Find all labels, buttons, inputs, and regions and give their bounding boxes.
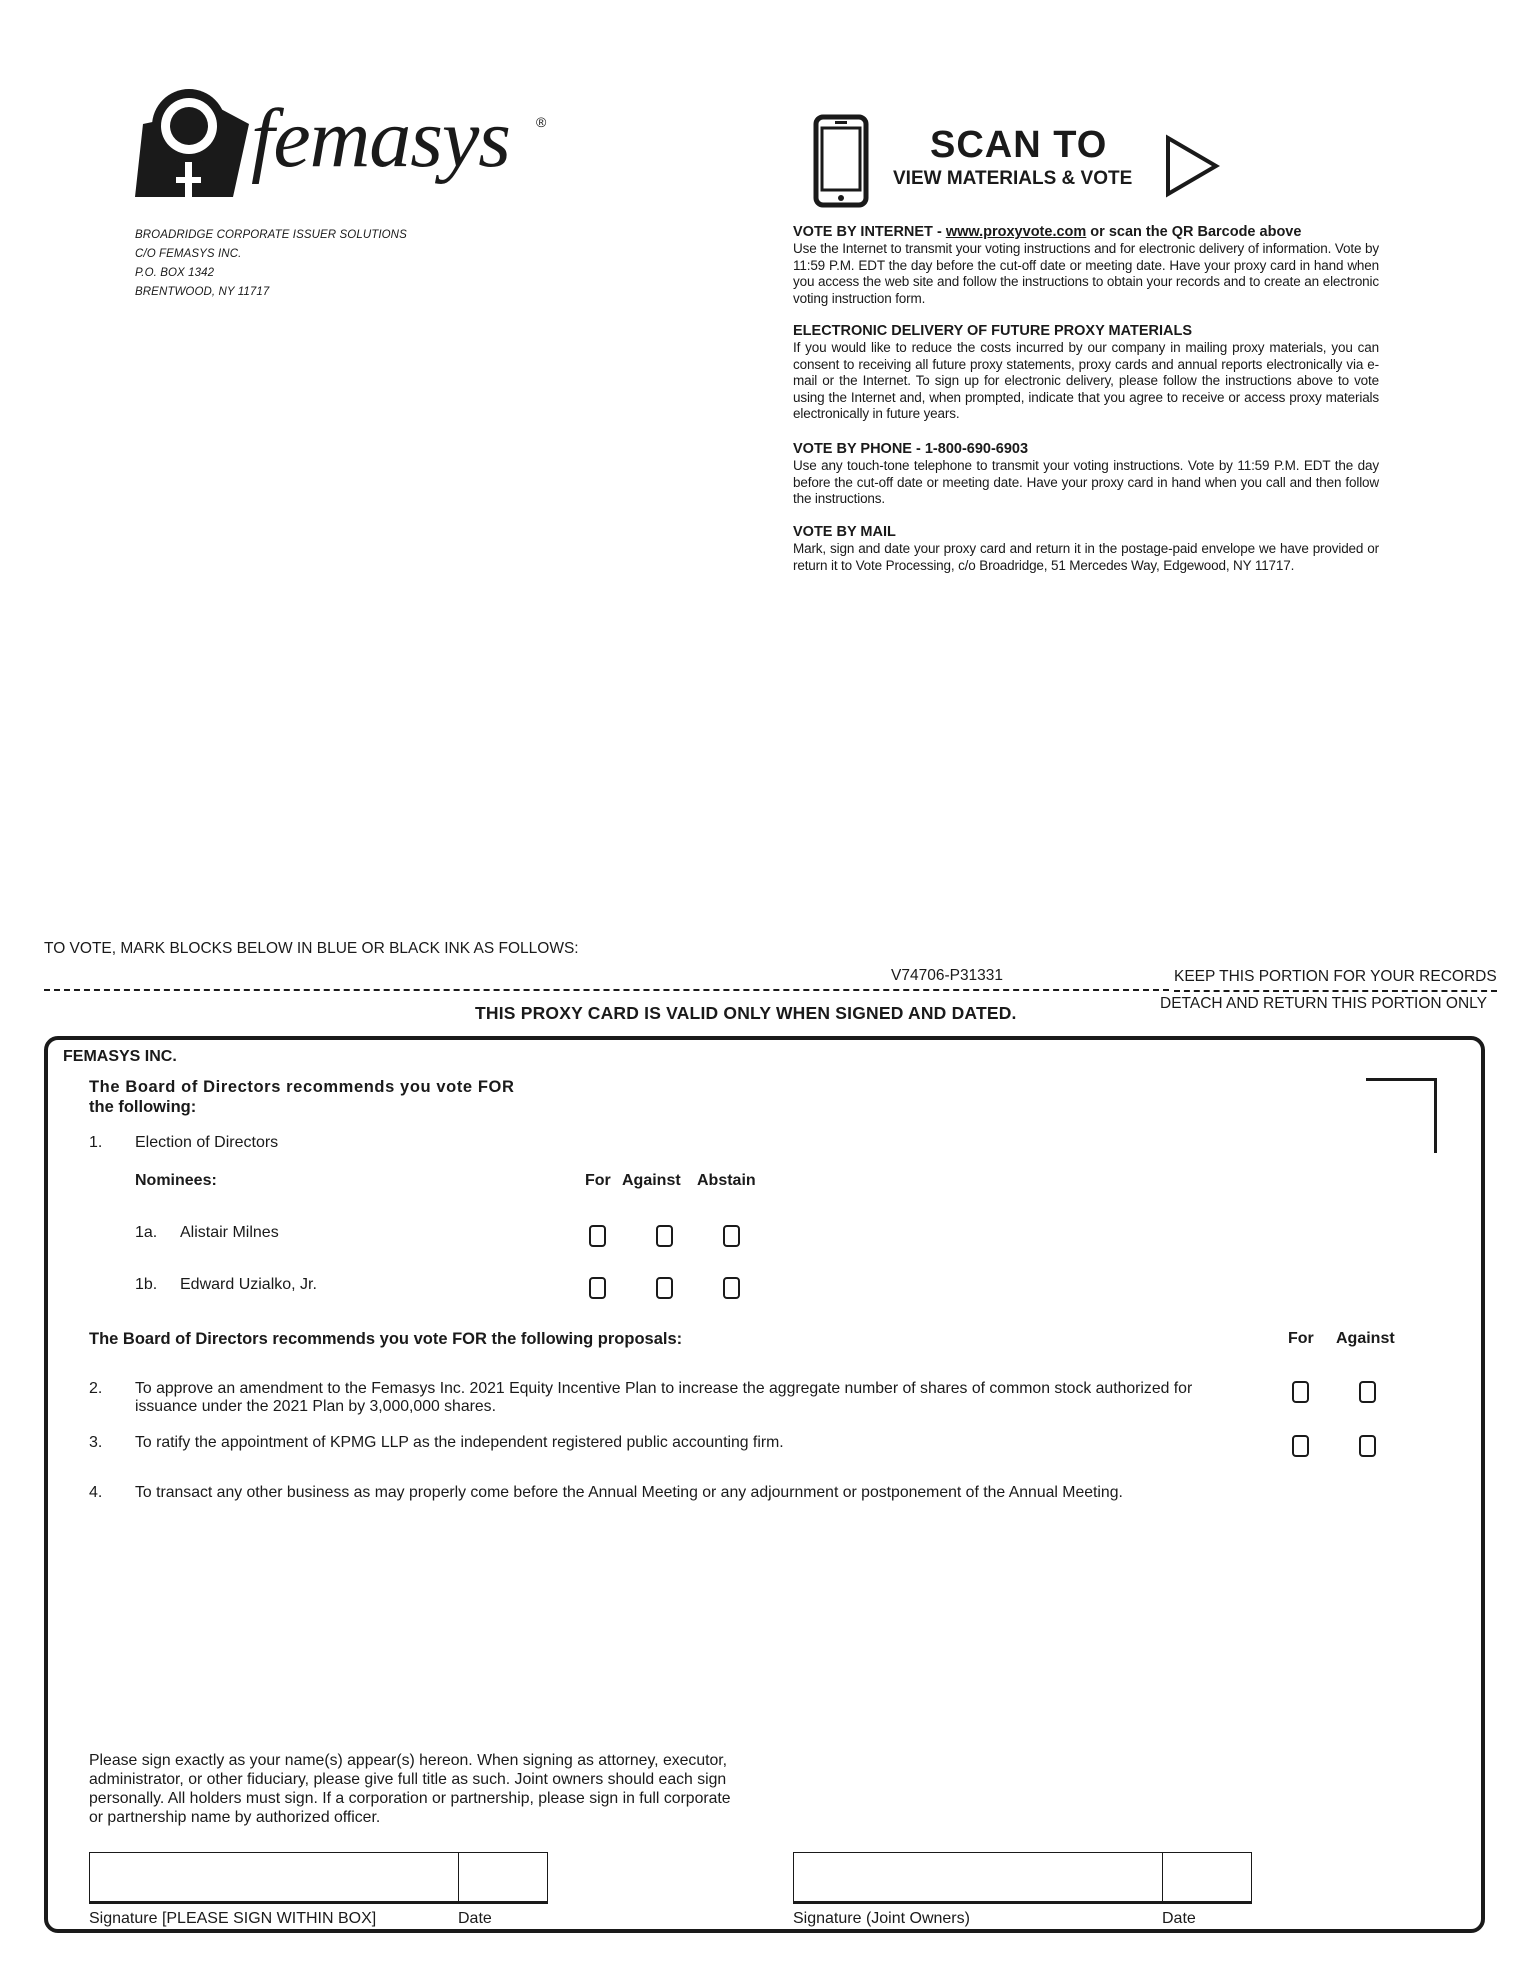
proposal-number: 2. bbox=[89, 1380, 103, 1397]
vote-by-internet-body: Use the Internet to transmit your voting instructions and for electronic delivery of information. Vote by 11:59 P.M. EDT the day before the cut-off date or meeting date. Have your proxy card in hand when you access the web site and follow the instructions to obtain your records and to create an electronic voting instruction form. bbox=[793, 241, 1379, 306]
vote-by-internet-title bbox=[793, 224, 1379, 241]
nominee-1b-abstain-checkbox[interactable] bbox=[723, 1277, 740, 1299]
nominee-number: 1a. bbox=[135, 1224, 158, 1241]
board-recommendation-line2: the following: bbox=[89, 1098, 197, 1116]
signature-label: Signature [PLEASE SIGN WITHIN BOX] bbox=[89, 1910, 377, 1927]
valid-notice: THIS PROXY CARD IS VALID ONLY WHEN SIGNED AND DATED. bbox=[475, 1003, 1017, 1023]
proposal-text: To transact any other business as may properly come before the Annual Meeting or any adjournment or postponement of the Annual Meeting. bbox=[135, 1484, 1123, 1501]
detach-portion-label: DETACH AND RETURN THIS PORTION ONLY bbox=[1160, 995, 1487, 1012]
address-line: BRENTWOOD, NY 11717 bbox=[135, 286, 270, 298]
address-line: P.O. BOX 1342 bbox=[135, 267, 215, 279]
logo-wordmark: femasys bbox=[251, 92, 510, 185]
date-divider bbox=[458, 1853, 459, 1901]
nominee-1a-for-checkbox[interactable] bbox=[589, 1225, 606, 1247]
vote-by-mail-body: Mark, sign and date your proxy card and return it in the postage-paid envelope we have provided or return it to Vote Processing, c/o Broadridge, 51 Mercedes Way, Edgewood, NY 11717. bbox=[793, 541, 1379, 573]
vote-by-phone-body: Use any touch-tone telephone to transmit your voting instructions. Vote by 11:59 P.M. EDT the day before the cut-off date or meeting date. Have your proxy card in hand when you call and then follow the instructions. bbox=[793, 458, 1379, 507]
proposals-recommendation: The Board of Directors recommends you vote FOR the following proposals: bbox=[89, 1330, 683, 1348]
column-for: For bbox=[585, 1172, 611, 1189]
company-name: FEMASYS INC. bbox=[63, 1048, 177, 1065]
nominee-number: 1b. bbox=[135, 1276, 158, 1293]
proposal-3-for-checkbox[interactable] bbox=[1292, 1435, 1309, 1457]
nominee-name: Edward Uzialko, Jr. bbox=[180, 1276, 317, 1293]
proxyvote-link[interactable]: www.proxyvote.com bbox=[945, 224, 1087, 240]
proposal-number: 4. bbox=[89, 1484, 103, 1501]
proposals-column-for: For bbox=[1288, 1330, 1314, 1347]
proposal-text: issuance under the 2021 Plan by 3,000,000 shares. bbox=[135, 1398, 496, 1415]
internet-title-suffix: or scan the QR Barcode above bbox=[1086, 224, 1302, 240]
vote-by-internet bbox=[793, 224, 1379, 307]
date-label: Date bbox=[1162, 1910, 1196, 1927]
column-against: Against bbox=[622, 1172, 681, 1189]
sign-instructions-line: or partnership name by authorized officer. bbox=[89, 1809, 381, 1826]
joint-signature-label: Signature (Joint Owners) bbox=[793, 1910, 970, 1927]
joint-signature-box[interactable] bbox=[793, 1852, 1252, 1904]
nominee-name: Alistair Milnes bbox=[180, 1224, 279, 1241]
nominee-1b-against-checkbox[interactable] bbox=[656, 1277, 673, 1299]
nominee-1a-against-checkbox[interactable] bbox=[656, 1225, 673, 1247]
scan-title: SCAN TO bbox=[930, 124, 1108, 166]
electronic-delivery-body: If you would like to reduce the costs incurred by our company in mailing proxy materials, you can consent to receiving all future proxy statements, proxy cards and annual reports electronically via e-mail or the Internet. To sign up for electronic delivery, please follow the instructions above to vote using the Internet and, when prompted, indicate that you agree to receive or access proxy materials electronically in future years. bbox=[793, 340, 1379, 422]
address-line: BROADRIDGE CORPORATE ISSUER SOLUTIONS bbox=[135, 229, 407, 241]
proposal-text: To ratify the appointment of KPMG LLP as the independent registered public accounting firm. bbox=[135, 1434, 784, 1451]
femasys-logo-mark bbox=[133, 84, 253, 204]
proposal-3-against-checkbox[interactable] bbox=[1359, 1435, 1376, 1457]
vote-by-phone-title: VOTE BY PHONE - 1-800-690-6903 bbox=[793, 441, 1029, 457]
electronic-delivery bbox=[793, 323, 1379, 423]
nominee-1b-for-checkbox[interactable] bbox=[589, 1277, 606, 1299]
address-line: C/O FEMASYS INC. bbox=[135, 248, 242, 260]
election-title: Election of Directors bbox=[135, 1134, 279, 1151]
registration-corner-mark bbox=[1366, 1078, 1437, 1153]
electronic-delivery-title: ELECTRONIC DELIVERY OF FUTURE PROXY MATERIALS bbox=[793, 323, 1193, 339]
femasys-logo bbox=[133, 84, 553, 204]
proposal-number: 3. bbox=[89, 1434, 103, 1451]
nominees-label: Nominees: bbox=[135, 1172, 217, 1189]
detach-line bbox=[44, 989, 1169, 991]
smartphone-icon bbox=[813, 114, 869, 208]
keep-portion-label: KEEP THIS PORTION FOR YOUR RECORDS bbox=[1174, 968, 1497, 992]
proposal-2-for-checkbox[interactable] bbox=[1292, 1381, 1309, 1403]
return-address bbox=[135, 226, 407, 302]
vote-by-phone bbox=[793, 441, 1379, 508]
signature-box[interactable] bbox=[89, 1852, 548, 1904]
vote-by-mail bbox=[793, 524, 1379, 574]
sign-instructions-line: personally. All holders must sign. If a corporation or partnership, please sign in full corporate bbox=[89, 1790, 731, 1807]
item-number: 1. bbox=[89, 1134, 103, 1151]
play-arrow-icon bbox=[1164, 134, 1220, 198]
sign-instructions-line: Please sign exactly as your name(s) appear(s) hereon. When signing as attorney, executor, bbox=[89, 1752, 728, 1769]
sign-instructions-line: administrator, or other fiduciary, please give full title as such. Joint owners should each sign bbox=[89, 1771, 727, 1788]
column-abstain: Abstain bbox=[697, 1172, 756, 1189]
date-divider bbox=[1162, 1853, 1163, 1901]
internet-title-prefix: VOTE BY INTERNET - bbox=[793, 224, 946, 240]
proposal-2-against-checkbox[interactable] bbox=[1359, 1381, 1376, 1403]
proposals-column-against: Against bbox=[1336, 1330, 1395, 1347]
nominee-1a-abstain-checkbox[interactable] bbox=[723, 1225, 740, 1247]
scan-subtitle: VIEW MATERIALS & VOTE bbox=[893, 168, 1133, 189]
board-recommendation-line1: The Board of Directors recommends you vote FOR bbox=[89, 1078, 515, 1096]
control-id: V74706-P31331 bbox=[891, 967, 1004, 984]
date-label: Date bbox=[458, 1910, 492, 1927]
vote-by-mail-title: VOTE BY MAIL bbox=[793, 524, 896, 540]
proposal-text: To approve an amendment to the Femasys Inc. 2021 Equity Incentive Plan to increase the aggregate number of shares of common stock authorized for bbox=[135, 1380, 1193, 1397]
mark-blocks-note: TO VOTE, MARK BLOCKS BELOW IN BLUE OR BLACK INK AS FOLLOWS: bbox=[44, 940, 579, 957]
registered-mark: ® bbox=[536, 114, 547, 130]
